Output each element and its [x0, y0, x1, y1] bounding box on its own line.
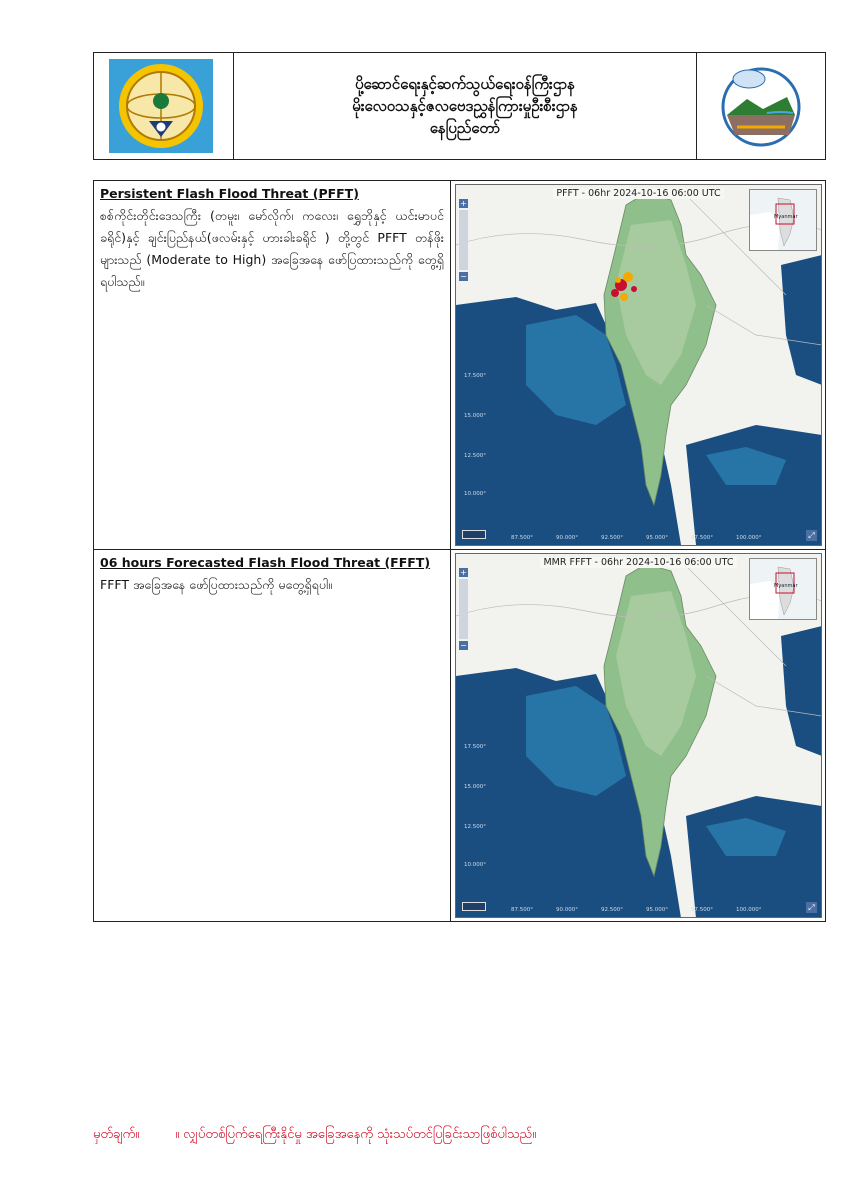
zoom-out-button[interactable]: −: [460, 641, 467, 650]
lat-tick: 17.500°: [464, 744, 486, 750]
zoom-in-button[interactable]: +: [460, 568, 467, 577]
ffft-description: FFFT အခြေအနေ ဖော်ပြထားသည်ကို မတွေ့ရှိရပါ။: [100, 577, 332, 592]
inset-label: Myanmar: [774, 214, 798, 220]
ffft-overview-inset: [749, 558, 817, 620]
lon-tick: 87.500°: [511, 907, 533, 913]
lon-tick: 92.500°: [601, 907, 623, 913]
pfft-overview-inset: [749, 189, 817, 251]
lat-tick: 15.000°: [464, 413, 486, 419]
right-logo-cell: [696, 53, 825, 159]
footer-label: မှတ်ချက်။: [93, 1127, 140, 1142]
zoom-control[interactable]: [459, 568, 468, 652]
pfft-description: စစ်ကိုင်းတိုင်းဒေသကြီး (တမူး၊ မော်လိုက်၊ ကလေး၊ ရွှေဘိုနှင့် ယင်းမာပင်ခရိုင်)နှင့် ချင်းပြည်နယ်(ဖလမ်းနှင့် ဟားခါးခရိုင် ) တို့တွင် PFFT တန်ဖိုးများသည် (Moderate to High) အခြေအနေ ဖော်ပြထားသည်ကို တွေ့ရှိရပါသည်။: [100, 208, 444, 289]
lon-tick: 100.000°: [736, 535, 762, 541]
footer-text: ။ လျှပ်တစ်ပြက်ရေကြီးနိုင်မှု အခြေအနေကို သုံးသပ်တင်ပြခြင်းသာဖြစ်ပါသည်။: [175, 1127, 537, 1142]
zoom-out-button[interactable]: −: [460, 272, 467, 281]
ministry-name: ပို့ဆောင်ရေးနှင့်ဆက်သွယ်ရေးဝန်ကြီးဌာန: [355, 75, 575, 93]
zoom-slider[interactable]: [459, 210, 468, 270]
header-title-block: [234, 53, 696, 159]
pfft-map-title: PFFT - 06hr 2024-10-16 06:00 UTC: [456, 188, 821, 199]
zoom-slider[interactable]: [459, 579, 468, 639]
ffft-map[interactable]: [455, 553, 822, 918]
ffft-title: 06 hours Forecasted Flash Flood Threat (FFFT): [100, 555, 431, 570]
lon-tick: 97.500°: [691, 907, 713, 913]
lon-tick: 90.000°: [556, 535, 578, 541]
lon-tick: 95.000°: [646, 535, 668, 541]
city-name: နေပြည်တော်: [429, 119, 501, 137]
ffft-row: [94, 550, 825, 921]
pfft-map-cell: [452, 181, 825, 549]
ffft-map-cell: [452, 550, 825, 921]
lon-tick: 95.000°: [646, 907, 668, 913]
zoom-control[interactable]: [459, 199, 468, 283]
lat-tick: 12.500°: [464, 824, 486, 830]
scale-bar: [462, 902, 486, 911]
pfft-row: [94, 181, 825, 550]
department-name: မိုးလေဝသနှင့်ဇလဗေဒညွှန်ကြားမှုဦးစီးဌာန: [352, 97, 578, 115]
lon-tick: 97.500°: [691, 535, 713, 541]
lat-tick: 15.000°: [464, 784, 486, 790]
lat-tick: 12.500°: [464, 453, 486, 459]
lon-tick: 87.500°: [511, 535, 533, 541]
fullscreen-icon[interactable]: ⤢: [806, 902, 817, 913]
zoom-in-button[interactable]: +: [460, 199, 467, 208]
flash-flood-table: [93, 180, 826, 922]
letterhead: [93, 52, 826, 160]
scale-bar: [462, 530, 486, 539]
ffft-map-title: MMR FFFT - 06hr 2024-10-16 06:00 UTC: [456, 557, 821, 568]
lat-tick: 17.500°: [464, 373, 486, 379]
lon-tick: 90.000°: [556, 907, 578, 913]
lat-tick: 10.000°: [464, 862, 486, 868]
lat-tick: 10.000°: [464, 491, 486, 497]
ministry-emblem-icon: [94, 53, 233, 159]
left-logo-cell: [94, 53, 234, 159]
hydrological-cycle-icon: [697, 53, 825, 159]
lon-tick: 100.000°: [736, 907, 762, 913]
ffft-text-cell: [94, 550, 451, 921]
pfft-map[interactable]: [455, 184, 822, 546]
pfft-text-cell: [94, 181, 451, 549]
fullscreen-icon[interactable]: ⤢: [806, 530, 817, 541]
pfft-title: Persistent Flash Flood Threat (PFFT): [100, 186, 359, 201]
inset-label: Myanmar: [774, 583, 798, 589]
lon-tick: 92.500°: [601, 535, 623, 541]
footer-note: [93, 1126, 536, 1145]
